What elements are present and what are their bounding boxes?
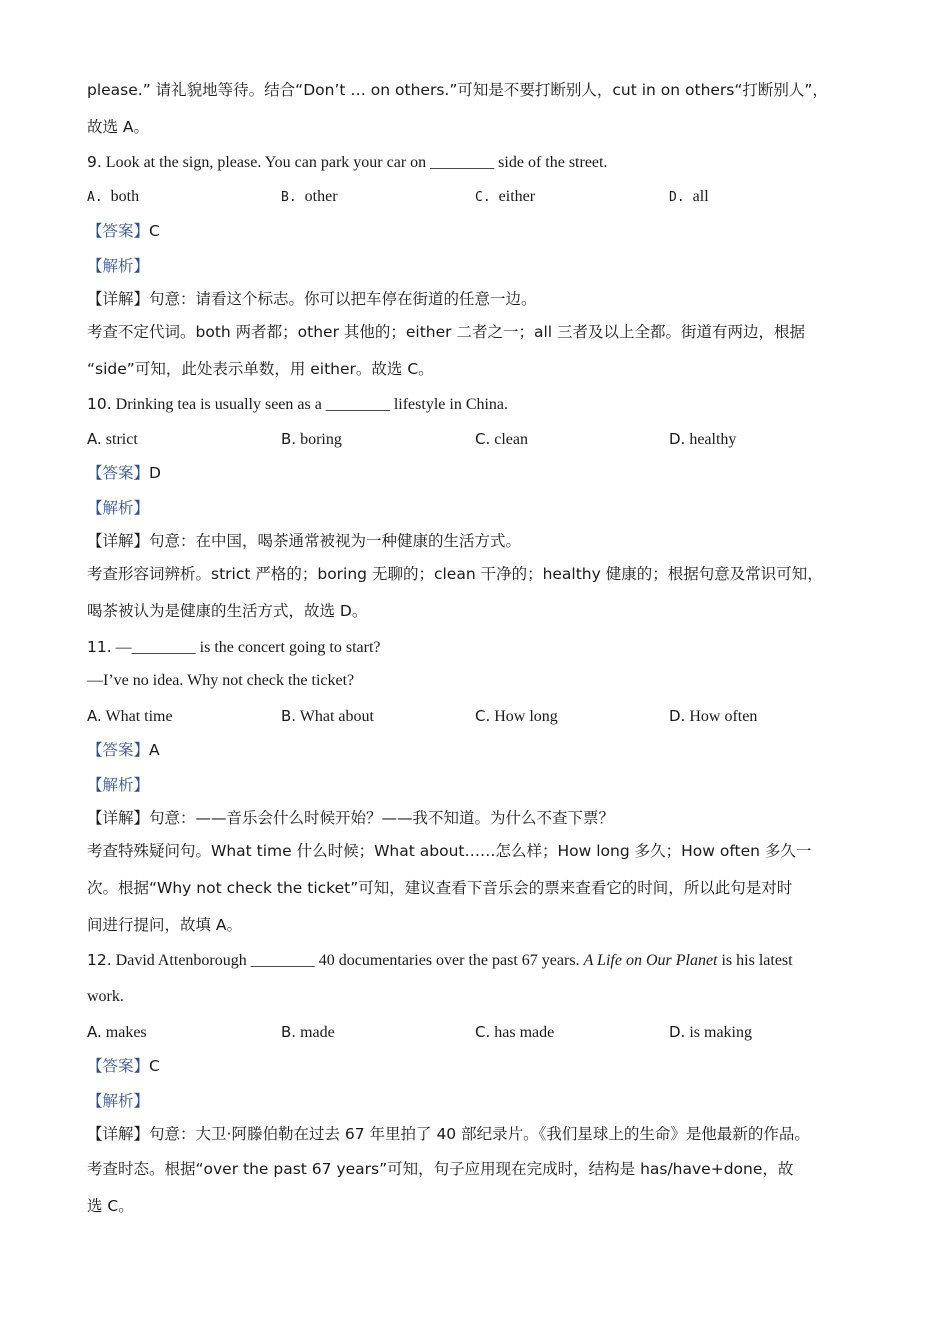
q10-option-b: B. boring: [281, 430, 342, 448]
q10-option-d: D. healthy: [669, 430, 737, 448]
prev-explanation-line-1: please.” 请礼貌地等待。结合“Don’t … on others.”可知是不要打断别人，cut in on others“打断别人”，: [87, 81, 828, 99]
q12-option-a: A. makes: [87, 1023, 147, 1041]
answer-tag: 【答案】: [87, 464, 150, 482]
answer-tag: 【答案】: [87, 1057, 150, 1075]
q11-analysis-tag: 【解析】: [87, 776, 150, 794]
q11-option-c: C. How long: [475, 707, 558, 725]
question-stem-title: A Life on Our Planet: [583, 952, 718, 969]
q12-option-b: B. made: [281, 1023, 335, 1041]
question-stem: Drinking tea is usually seen as a ________ lifestyle in China.: [115, 396, 509, 413]
q9-answer: [87, 221, 160, 242]
q9-option-a: A. both: [87, 188, 140, 205]
answer-value: A: [149, 741, 160, 759]
q9-explanation-1: 考查不定代词。both 两者都；other 其他的；either 二者之一；all 三者及以上全都。街道有两边，根据: [87, 323, 805, 341]
q10-explanation-2: 喝茶被认为是健康的生活方式，故选 D。: [87, 602, 368, 620]
question-9: [87, 152, 607, 173]
question-12: [87, 950, 793, 971]
q11-explanation-2: 次。根据“Why not check the ticket”可知，建议查看下音乐会的票来查看它的时间，所以此句是对时: [87, 879, 793, 897]
q9-explanation-2: “side”可知，此处表示单数，用 either。故选 C。: [87, 360, 434, 378]
q11-detail: 【详解】句意：——音乐会什么时候开始？——我不知道。为什么不查下票？: [87, 809, 615, 827]
q10-analysis-tag: 【解析】: [87, 499, 150, 517]
question-stem-part-1: David Attenborough ________ 40 documentaries over the past 67 years.: [115, 952, 584, 969]
q11-option-b: B. What about: [281, 707, 374, 725]
q9-option-b: B. other: [281, 188, 338, 205]
q11-explanation-1: 考查特殊疑问句。What time 什么时候；What about……怎么样；How long 多久；How often 多久一: [87, 842, 812, 860]
q9-detail: 【详解】句意：请看这个标志。你可以把车停在街道的任意一边。: [87, 290, 537, 308]
q11-answer: [87, 740, 160, 761]
question-number: 11.: [87, 638, 112, 656]
q12-option-c: C. has made: [475, 1023, 555, 1041]
question-number: 9.: [87, 153, 102, 171]
question-10: [87, 394, 508, 415]
q11-option-a: A. What time: [87, 707, 173, 725]
q9-analysis-tag: 【解析】: [87, 257, 150, 275]
answer-value: C: [149, 222, 160, 240]
q10-detail: 【详解】句意：在中国，喝茶通常被视为一种健康的生活方式。: [87, 532, 522, 550]
answer-value: D: [149, 464, 161, 482]
q11-option-d: D. How often: [669, 707, 758, 725]
answer-tag: 【答案】: [87, 222, 150, 240]
q12-analysis-tag: 【解析】: [87, 1092, 150, 1110]
q10-answer: [87, 463, 161, 484]
q10-option-a: A. strict: [87, 430, 138, 448]
prev-explanation-line-2: 故选 A。: [87, 118, 150, 136]
q12-explanation-1: 考查时态。根据“over the past 67 years”可知，句子应用现在完成时，结构是 has/have+done，故: [87, 1160, 794, 1178]
question-11: [87, 637, 381, 658]
q10-option-c: C. clean: [475, 430, 528, 448]
q12-explanation-2: 选 C。: [87, 1197, 134, 1215]
question-stem: Look at the sign, please. You can park your car on ________ side of the street.: [105, 154, 608, 171]
answer-tag: 【答案】: [87, 741, 150, 759]
question-12-continued: work.: [87, 988, 124, 1005]
question-stem: —________ is the concert going to start?: [115, 639, 381, 656]
q9-option-c: C. either: [475, 188, 536, 205]
question-stem-part-2: is his latest: [717, 952, 793, 969]
answer-value: C: [149, 1057, 160, 1075]
q12-answer: [87, 1056, 160, 1077]
question-number: 10.: [87, 395, 112, 413]
q9-option-d: D. all: [669, 188, 709, 205]
q12-option-d: D. is making: [669, 1023, 752, 1041]
question-number: 12.: [87, 951, 112, 969]
q11-reply: —I’ve no idea. Why not check the ticket?: [87, 672, 355, 689]
q11-explanation-3: 间进行提问，故填 A。: [87, 916, 243, 934]
q12-detail: 【详解】句意：大卫·阿滕伯勒在过去 67 年里拍了 40 部纪录片。《我们星球上的生命》是他最新的作品。: [87, 1125, 810, 1143]
q10-explanation-1: 考查形容词辨析。strict 严格的；boring 无聊的；clean 干净的；healthy 健康的；根据句意及常识可知，: [87, 565, 823, 583]
